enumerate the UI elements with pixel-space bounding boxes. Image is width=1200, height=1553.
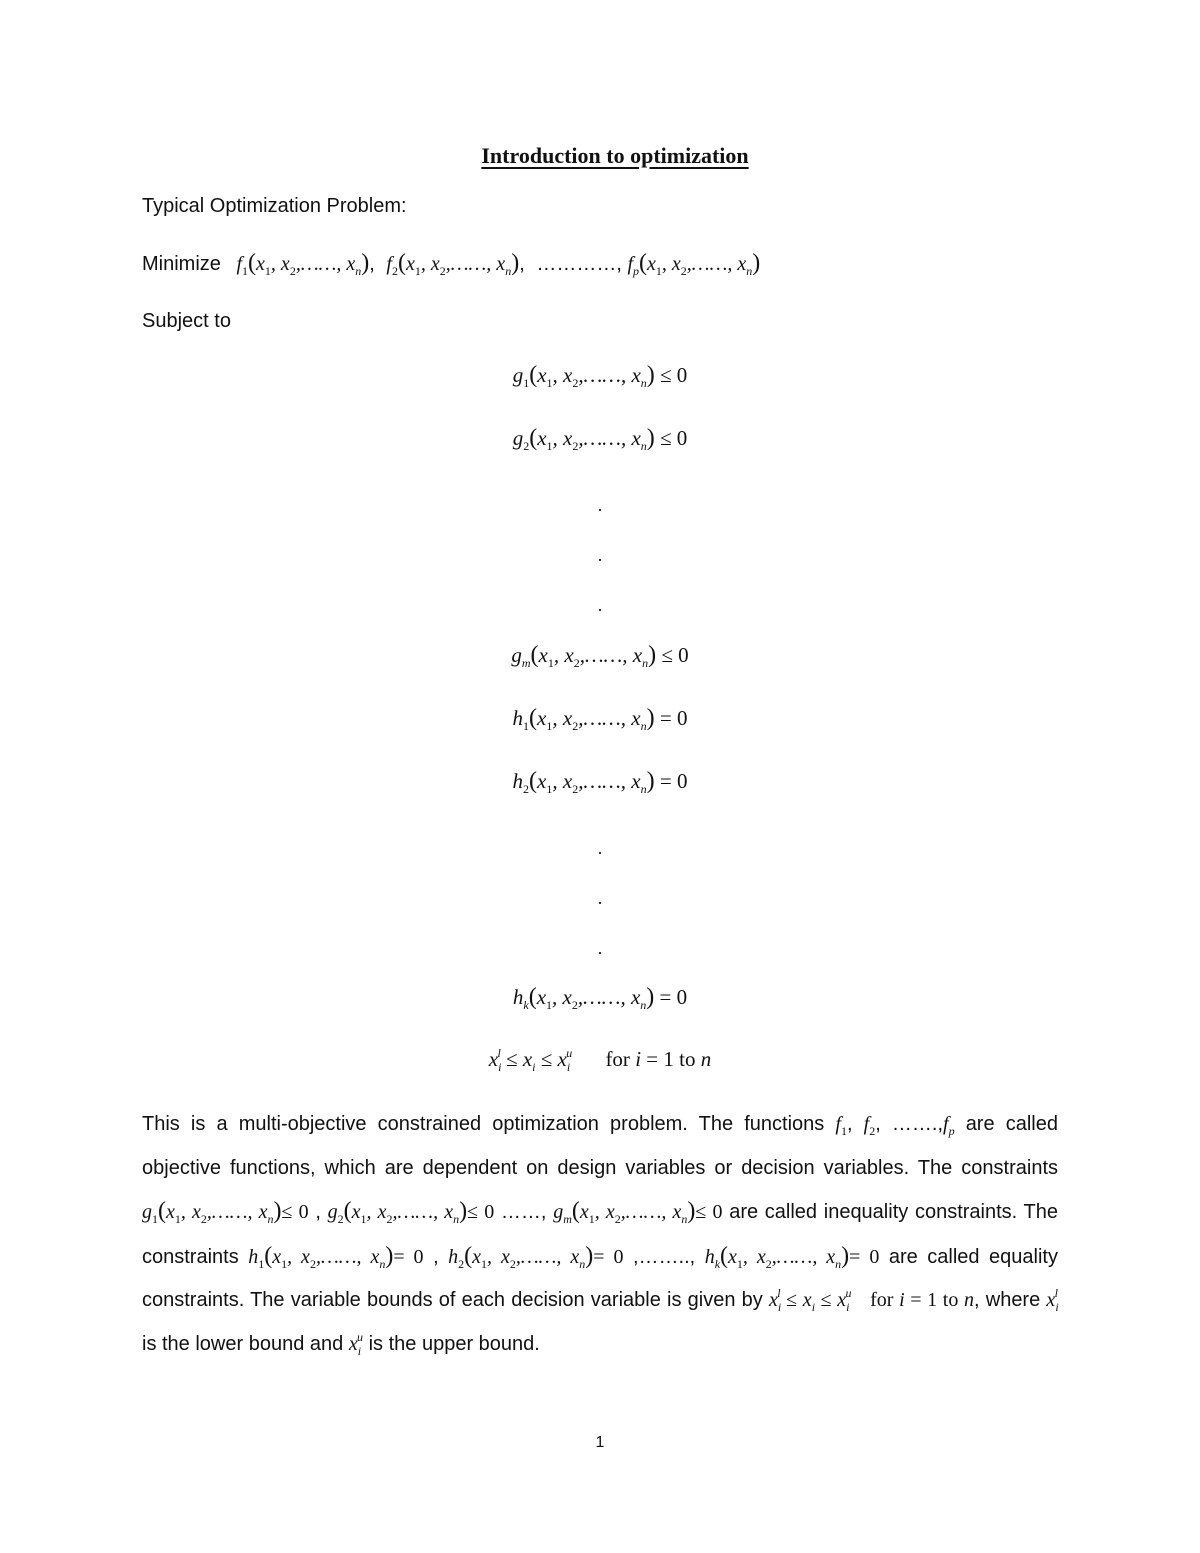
- fn-fp: $f_p$: [943, 1113, 955, 1138]
- objective-f2: $f_2(x_1$, $x_2,\dots\dots$, $x_n$): [386, 250, 520, 278]
- subject-to-label: Subject to: [142, 310, 231, 332]
- fn-f1: $f_1$: [835, 1113, 847, 1138]
- inline-lower-bound: $x_i^l$: [1046, 1286, 1059, 1314]
- constraint-h1: $h_1(x_1$, $x_2,\dots\dots$, $x_n) = 0$: [512, 705, 688, 733]
- inline-bounds-range: for i = 1 to n: [870, 1289, 974, 1311]
- inline-gm: $g_m(x_1$, $x_2,\dots\dots$, $x_n)\le 0$: [553, 1198, 723, 1226]
- description-paragraph: This is a multi-objective constrained optimization problem. The functions $f_1$, $f_2$, $\dots\dots.,f_p$ are called objective functions, which are dependent on design variables or decision variables. The constraints $g_1(x_1$, $x_2,\dots\dots$, $x_n)\le 0$ , $g_2(x_1$, $x_2,\dots\dots$, $x_n)\le 0$ ……, $g_m(x_1$, $x_2,\dots\dots$, $x_n)\le 0$ are called inequality constraints. The constraints $h_1(x_1$, $x_2,\dots\dots$, $x_n)= 0$ , $h_2(x_1$, $x_2,\dots\dots$, $x_n)= 0$ ,…….., $h_k(x_1$, $x_2,\dots\dots$, $x_n)= 0$ are called equality constraints. The variable bounds of each decision variable is given by $x_i^l \le x_i \le x_i^u$ for i = 1 to n, where $x_i^l$ is the lower bound and $x_i^u$ is the upper bound.: [142, 1113, 1059, 1358]
- continuation-dot: .: [597, 838, 603, 858]
- objective-f1: $f_1(x_1$, $x_2,\dots\dots$, $x_n$): [236, 250, 370, 278]
- continuation-dot: .: [597, 495, 603, 515]
- continuation-dot: .: [597, 938, 603, 958]
- inline-g2: $g_2(x_1$, $x_2,\dots\dots$, $x_n)\le 0$: [327, 1198, 495, 1226]
- objective-separator: …………: [536, 253, 617, 275]
- inline-h2: $h_2(x_1$, $x_2,\dots\dots$, $x_n)= 0$: [448, 1242, 624, 1271]
- page-number: 1: [595, 1434, 605, 1451]
- inline-hk: $h_k(x_1$, $x_2,\dots\dots$, $x_n)= 0$: [704, 1242, 880, 1271]
- inline-bounds: $x_i^l \le x_i \le x_i^u$: [768, 1286, 852, 1314]
- objective-fp: $f_p(x_1$, $x_2,\dots\dots$, $x_n$): [627, 250, 761, 278]
- fn-f2: $f_2$: [863, 1113, 876, 1138]
- bounds-expression: $x_i^l \le x_i \le x_i^u$: [488, 1046, 573, 1074]
- inline-upper-bound: $x_i^u$: [348, 1329, 364, 1358]
- continuation-dot: .: [597, 595, 603, 615]
- continuation-dot: .: [597, 888, 603, 908]
- continuation-dot: .: [597, 545, 603, 565]
- constraint-g2: $g_2(x_1$, $x_2,\dots\dots$, $x_n) \le 0$: [512, 425, 688, 453]
- constraint-g1: $g_1(x_1$, $x_2,\dots\dots$, $x_n) \le 0$: [512, 362, 688, 390]
- inline-h1: $h_1(x_1$, $x_2,\dots\dots$, $x_n)= 0$: [248, 1242, 424, 1271]
- constraint-gm: $g_m(x_1$, $x_2,\dots\dots$, $x_n) \le 0$: [511, 642, 689, 670]
- minimize-label: Minimize: [142, 253, 221, 275]
- bounds-range: for i = 1 to n: [605, 1047, 712, 1071]
- constraint-hk: $h_k(x_1$, $x_2,\dots\dots$, $x_n) = 0$: [512, 984, 688, 1012]
- constraint-h2: $h_2(x_1$, $x_2,\dots\dots$, $x_n) = 0$: [512, 768, 688, 796]
- objective-line: Minimize $f_1(x_1$, $x_2,\dots\dots$, $x_n$), $f_2(x_1$, $x_2,\dots\dots$, $x_n$), …………, $f_p(x_1$, $x_2,\dots\dots$, $x_n$): [142, 250, 761, 278]
- inline-g1: $g_1(x_1$, $x_2,\dots\dots$, $x_n)\le 0$: [142, 1198, 309, 1226]
- variable-bounds: [0, 1047, 1200, 1072]
- problem-heading: Typical Optimization Problem:: [142, 195, 407, 217]
- page-title: Introduction to optimization: [481, 143, 749, 168]
